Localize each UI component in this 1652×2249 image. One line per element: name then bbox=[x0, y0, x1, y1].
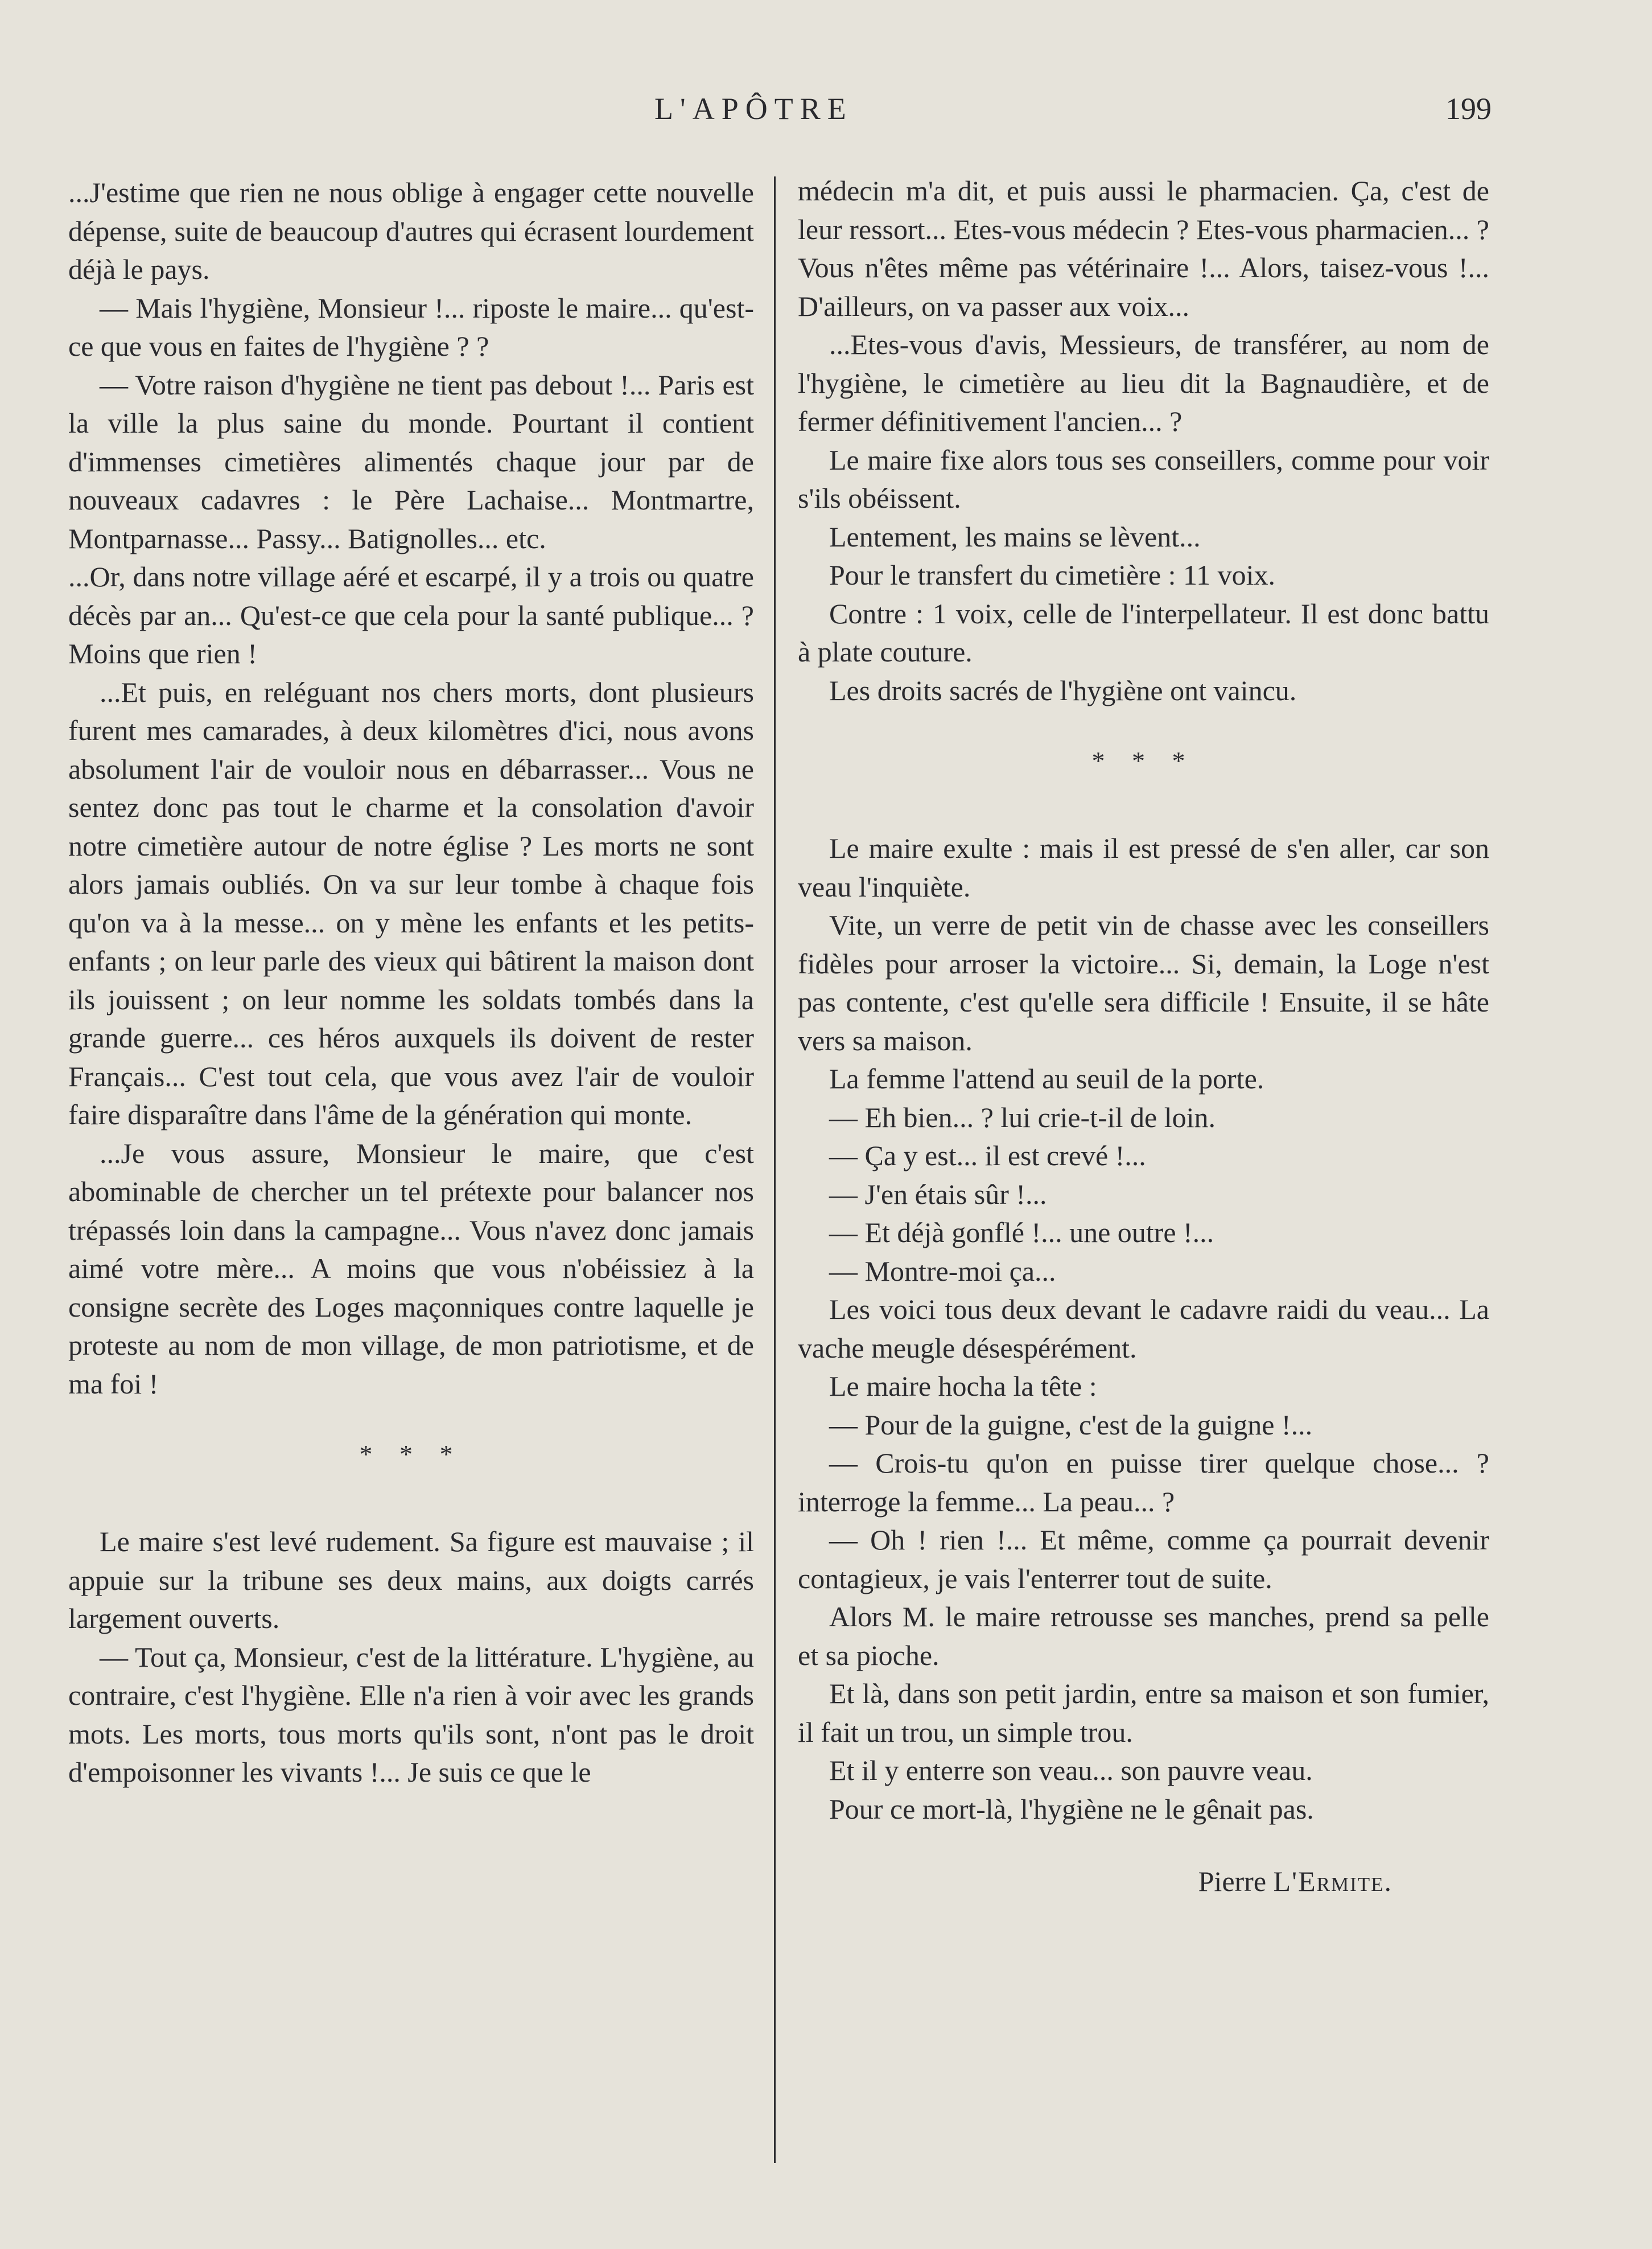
section-separator: * * * bbox=[1091, 746, 1196, 775]
paragraph: ...Etes-vous d'avis, Messieurs, de transférer, au nom de l'hygiène, le cimetière au lieu dit la Bagnaudière, et de fermer définitivement l'ancien... ? bbox=[798, 328, 1489, 437]
running-title: L'APÔTRE bbox=[654, 92, 853, 126]
paragraph: Contre : 1 voix, celle de l'interpellateur. Il est donc battu à plate couture. bbox=[798, 597, 1489, 668]
paragraph: Vite, un verre de petit vin de chasse avec les conseillers fidèles pour arroser la victoire... Si, demain, la Loge n'est pas contente, c'est qu'elle sera difficile ! Ensuite, il se hâte vers sa maison. bbox=[798, 909, 1489, 1056]
paragraph: — Mais l'hygiène, Monsieur !... riposte le maire... qu'est-ce que vous en faites de l'hygiène ? ? bbox=[68, 291, 754, 362]
paragraph: Les voici tous deux devant le cadavre raidi du veau... La vache meugle désespérément. bbox=[798, 1293, 1489, 1364]
paragraph: — J'en étais sûr !... bbox=[829, 1178, 1047, 1210]
signature-last-name: L'Ermite. bbox=[1273, 1865, 1393, 1897]
paragraph: ...Or, dans notre village aéré et escarpé, il y a trois ou quatre décès par an... Qu'est-ce que cela pour la santé publique... ? Moins que rien ! bbox=[68, 561, 754, 669]
paragraph: ...Et puis, en reléguant nos chers morts, dont plusieurs furent mes camarades, à deux kilomètres d'ici, nous avons absolument l'air de vouloir nous en débarrasser... Vous ne sentez donc pas tout le charme et la consolation d'avoir notre cimetière autour de notre église ? Les morts ne sont alors jamais oubliés. On va sur leur tombe à chaque fois qu'on va à la messe... on y mène les enfants et les petits-enfants ; on leur parle des vieux qui bâtirent la maison dont ils jouissent ; on leur nomme les soldats tombés dans la grande guerre... ces héros auxquels ils doivent de rester Français... C'est tout cela, que vous avez l'air de vouloir faire disparaître dans l'âme de la génération qui monte. bbox=[68, 676, 754, 1130]
paragraph: Lentement, les mains se lèvent... bbox=[829, 520, 1201, 553]
paragraph: — Crois-tu qu'on en puisse tirer quelque chose... ? interroge la femme... La peau... ? bbox=[798, 1447, 1489, 1518]
paragraph: Et il y enterre son veau... son pauvre veau. bbox=[829, 1754, 1313, 1786]
paragraph: Le maire hocha la tête : bbox=[829, 1370, 1097, 1402]
paragraph: ...Je vous assure, Monsieur le maire, que c'est abominable de chercher un tel prétexte pour balancer nos trépassés loin dans la campagne... Vous n'avez donc jamais aimé votre mère... A moins que vous n'obéissiez à la consigne secrète des Loges maçonniques contre laquelle je proteste au nom de mon village, de mon patriotisme, et de ma foi ! bbox=[68, 1137, 754, 1400]
paragraph: Le maire exulte : mais il est pressé de s'en aller, car son veau l'inquiète. bbox=[798, 832, 1489, 903]
paragraph: Pour le transfert du cimetière : 11 voix. bbox=[829, 559, 1276, 591]
paragraph: Et là, dans son petit jardin, entre sa maison et son fumier, il fait un trou, un simple trou. bbox=[798, 1678, 1489, 1748]
paragraph: ...J'estime que rien ne nous oblige à engager cette nouvelle dépense, suite de beaucoup d'autres qui écrasent lourdement déjà le pays. bbox=[68, 176, 754, 285]
paragraph: — Pour de la guigne, c'est de la guigne !... bbox=[829, 1408, 1313, 1441]
paragraph: — Montre-moi ça... bbox=[829, 1255, 1056, 1287]
paragraph: Pour ce mort-là, l'hygiène ne le gênait pas. bbox=[829, 1792, 1314, 1825]
paragraph: Les droits sacrés de l'hygiène ont vaincu. bbox=[829, 674, 1297, 706]
paragraph: — Ça y est... il est crevé !... bbox=[829, 1140, 1146, 1171]
paragraph: — Oh ! rien !... Et même, comme ça pourrait devenir contagieux, je vais l'enterrer tout de suite. bbox=[798, 1524, 1489, 1594]
right-column bbox=[798, 172, 1489, 1901]
paragraph: médecin m'a dit, et puis aussi le pharmacien. Ça, c'est de leur ressort... Etes-vous médecin ? Etes-vous pharmacien... ? Vous n'êtes même pas vétérinaire !... Alors, taisez-vous !... D'ailleurs, on va passer aux voix... bbox=[798, 175, 1489, 322]
paragraph: Le maire fixe alors tous ses conseillers, comme pour voir s'ils obéissent. bbox=[798, 443, 1489, 514]
paragraph: La femme l'attend au seuil de la porte. bbox=[829, 1063, 1264, 1095]
signature-first-name: Pierre bbox=[1198, 1865, 1267, 1897]
paragraph: — Et déjà gonflé !... une outre !... bbox=[829, 1216, 1214, 1248]
paragraph: — Tout ça, Monsieur, c'est de la littérature. L'hygiène, au contraire, c'est l'hygiène. Elle n'a rien à voir avec les grands mots. Les morts, tous morts qu'ils sont, n'ont pas le droit d'empoisonner les vivants !... Je suis ce que le bbox=[68, 1641, 754, 1788]
section-separator: * * * bbox=[359, 1440, 463, 1469]
page-header bbox=[0, 91, 1652, 137]
page-number: 199 bbox=[1445, 92, 1492, 126]
paragraph: — Eh bien... ? lui crie-t-il de loin. bbox=[829, 1101, 1216, 1133]
column-divider bbox=[774, 176, 776, 2163]
paragraph: Le maire s'est levé rudement. Sa figure est mauvaise ; il appuie sur la tribune ses deux mains, aux doigts carrés largement ouverts. bbox=[68, 1526, 754, 1634]
paragraph: Alors M. le maire retrousse ses manches, prend sa pelle et sa pioche. bbox=[798, 1601, 1489, 1671]
author-signature bbox=[798, 1862, 1489, 1901]
left-column bbox=[68, 174, 754, 1792]
paragraph: — Votre raison d'hygiène ne tient pas debout !... Paris est la ville la plus saine du monde. Pourtant il contient d'immenses cimetières alimentés chaque jour par de nouveaux cadavres : le Père Lachaise... Montmartre, Montparnasse... Passy... Batignolles... etc. bbox=[68, 368, 754, 554]
